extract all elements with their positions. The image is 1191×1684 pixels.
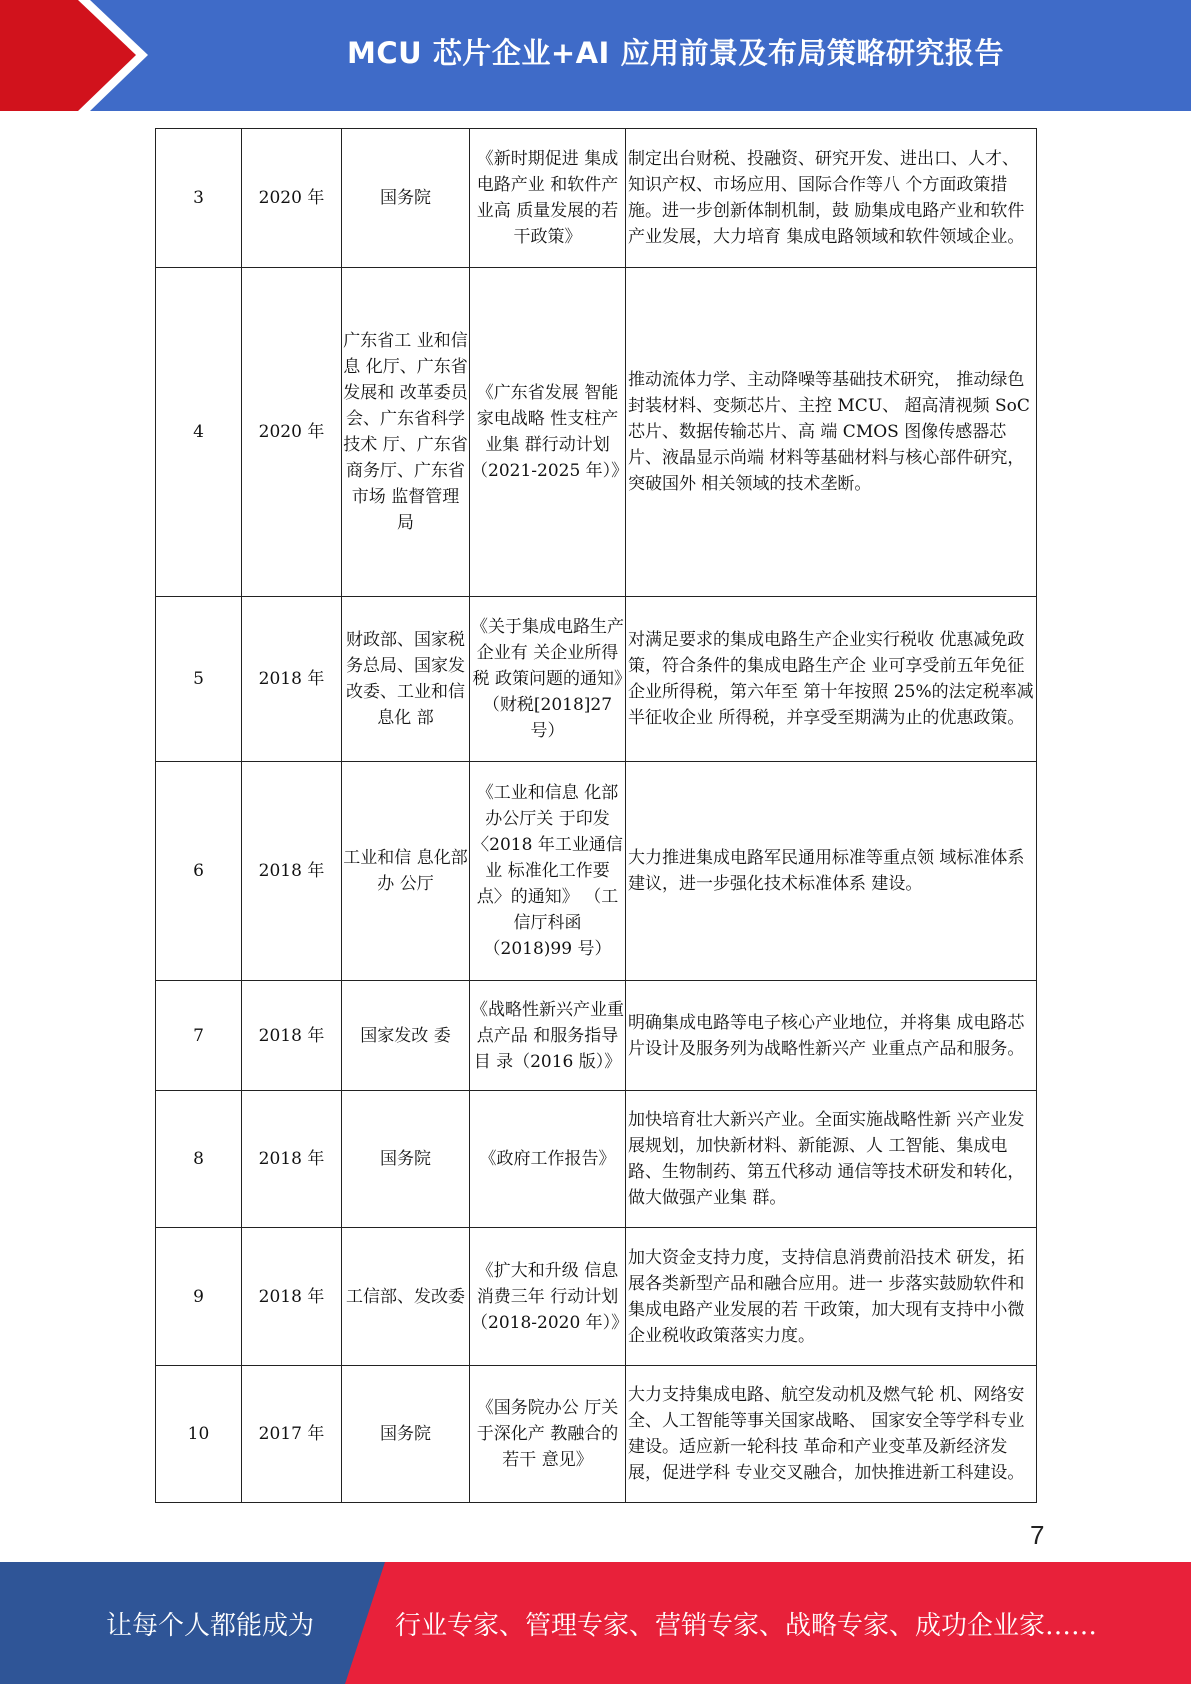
row-document: 《扩大和升级 信息消费三年 行动计划（2018-2020 年）》 bbox=[470, 1228, 626, 1366]
row-department: 国务院 bbox=[342, 1366, 470, 1503]
row-year: 2018 年 bbox=[242, 597, 342, 762]
row-description: 明确集成电路等电子核心产业地位，并将集 成电路芯片设计及服务列为战略性新兴产 业重点产品和服务。 bbox=[626, 981, 1037, 1091]
table-row bbox=[156, 1091, 1037, 1228]
row-description: 推动流体力学、主动降噪等基础技术研究， 推动绿色封装材料、变频芯片、主控 MCU、 超高清视频 SoC 芯片、数据传输芯片、高 端 CMOS 图像传感器芯片、液晶显示尚端 材料等基础材料与核心部件研究，突破国外 相关领域的技术垄断。 bbox=[626, 268, 1037, 597]
footer-slogan-left: 让每个人都能成为 bbox=[105, 1610, 314, 1641]
row-description: 大力支持集成电路、航空发动机及燃气轮 机、网络安全、人工智能等事关国家战略、 国家安全等学科专业建设。适应新一轮科技 革命和产业变革及新经济发展，促进学科 专业交叉融合，加快推进新工科建设。 bbox=[626, 1366, 1037, 1503]
row-description: 大力推进集成电路军民通用标准等重点领 域标准体系建议，进一步强化技术标准体系 建设。 bbox=[626, 762, 1037, 981]
row-department: 国务院 bbox=[342, 1091, 470, 1228]
table-row bbox=[156, 1228, 1037, 1366]
policy-table bbox=[155, 128, 1037, 1503]
table-row bbox=[156, 762, 1037, 981]
row-department: 工信部、发改委 bbox=[342, 1228, 470, 1366]
page-footer bbox=[0, 1562, 1191, 1684]
table-row bbox=[156, 268, 1037, 597]
row-year: 2018 年 bbox=[242, 1091, 342, 1228]
row-department: 财政部、国家税务总局、国家发改委、工业和信息化 部 bbox=[342, 597, 470, 762]
row-description: 加快培育壮大新兴产业。全面实施战略性新 兴产业发展规划，加快新材料、新能源、人 工智能、集成电路、生物制药、第五代移动 通信等技术研发和转化，做大做强产业集 群。 bbox=[626, 1091, 1037, 1228]
row-number: 7 bbox=[156, 981, 242, 1091]
table-row bbox=[156, 1366, 1037, 1503]
row-number: 3 bbox=[156, 129, 242, 268]
row-number: 5 bbox=[156, 597, 242, 762]
row-description: 对满足要求的集成电路生产企业实行税收 优惠减免政策，符合条件的集成电路生产企 业可享受前五年免征企业所得税，第六年至 第十年按照 25%的法定税率减半征收企业 所得税，并享受至期满为止的优惠政策。 bbox=[626, 597, 1037, 762]
row-year: 2018 年 bbox=[242, 762, 342, 981]
row-document: 《新时期促进 集成电路产业 和软件产业高 质量发展的若 干政策》 bbox=[470, 129, 626, 268]
row-number: 9 bbox=[156, 1228, 242, 1366]
row-document: 《国务院办公 厅关于深化产 教融合的若干 意见》 bbox=[470, 1366, 626, 1503]
table-row bbox=[156, 597, 1037, 762]
row-number: 6 bbox=[156, 762, 242, 981]
row-department: 广东省工 业和信息 化厅、广东省发展和 改革委员 会、广东省科学技术 厅、广东省 商务厅、广东省市场 监督管理 局 bbox=[342, 268, 470, 597]
row-document: 《战略性新兴产业重点产品 和服务指导目 录（2016 版）》 bbox=[470, 981, 626, 1091]
row-year: 2020 年 bbox=[242, 129, 342, 268]
row-document: 《广东省发展 智能家电战略 性支柱产业集 群行动计划（2021-2025 年）》 bbox=[470, 268, 626, 597]
row-description: 制定出台财税、投融资、研究开发、进出口、人才、知识产权、市场应用、国际合作等八 个方面政策措施。进一步创新体制机制，鼓 励集成电路产业和软件产业发展，大力培育 集成电路领域和软件领域企业。 bbox=[626, 129, 1037, 268]
row-department: 国务院 bbox=[342, 129, 470, 268]
table-row bbox=[156, 981, 1037, 1091]
page-number: 7 bbox=[1030, 1520, 1045, 1550]
report-title: MCU 芯片企业+AI 应用前景及布局策略研究报告 bbox=[347, 36, 1004, 70]
row-number: 8 bbox=[156, 1091, 242, 1228]
footer-slogan-right: 行业专家、管理专家、营销专家、战略专家、成功企业家…… bbox=[395, 1610, 1098, 1641]
row-number: 4 bbox=[156, 268, 242, 597]
row-year: 2018 年 bbox=[242, 981, 342, 1091]
row-year: 2017 年 bbox=[242, 1366, 342, 1503]
row-department: 国家发改 委 bbox=[342, 981, 470, 1091]
page-header bbox=[0, 0, 1191, 111]
row-number: 10 bbox=[156, 1366, 242, 1503]
row-year: 2018 年 bbox=[242, 1228, 342, 1366]
table-row bbox=[156, 129, 1037, 268]
row-year: 2020 年 bbox=[242, 268, 342, 597]
row-department: 工业和信 息化部办 公厅 bbox=[342, 762, 470, 981]
row-document: 《关于集成电路生产企业有 关企业所得税 政策问题的通知》（财税[2018]27 号） bbox=[470, 597, 626, 762]
row-document: 《政府工作报告》 bbox=[470, 1091, 626, 1228]
row-description: 加大资金支持力度，支持信息消费前沿技术 研发，拓展各类新型产品和融合应用。进一 步落实鼓励软件和集成电路产业发展的若 干政策，加大现有支持中小微企业税收政策落实力度。 bbox=[626, 1228, 1037, 1366]
row-document: 《工业和信息 化部办公厅关 于印发〈2018 年工业通信业 标准化工作要 点〉的通知》 （工信厅科函 （2018)99 号） bbox=[470, 762, 626, 981]
